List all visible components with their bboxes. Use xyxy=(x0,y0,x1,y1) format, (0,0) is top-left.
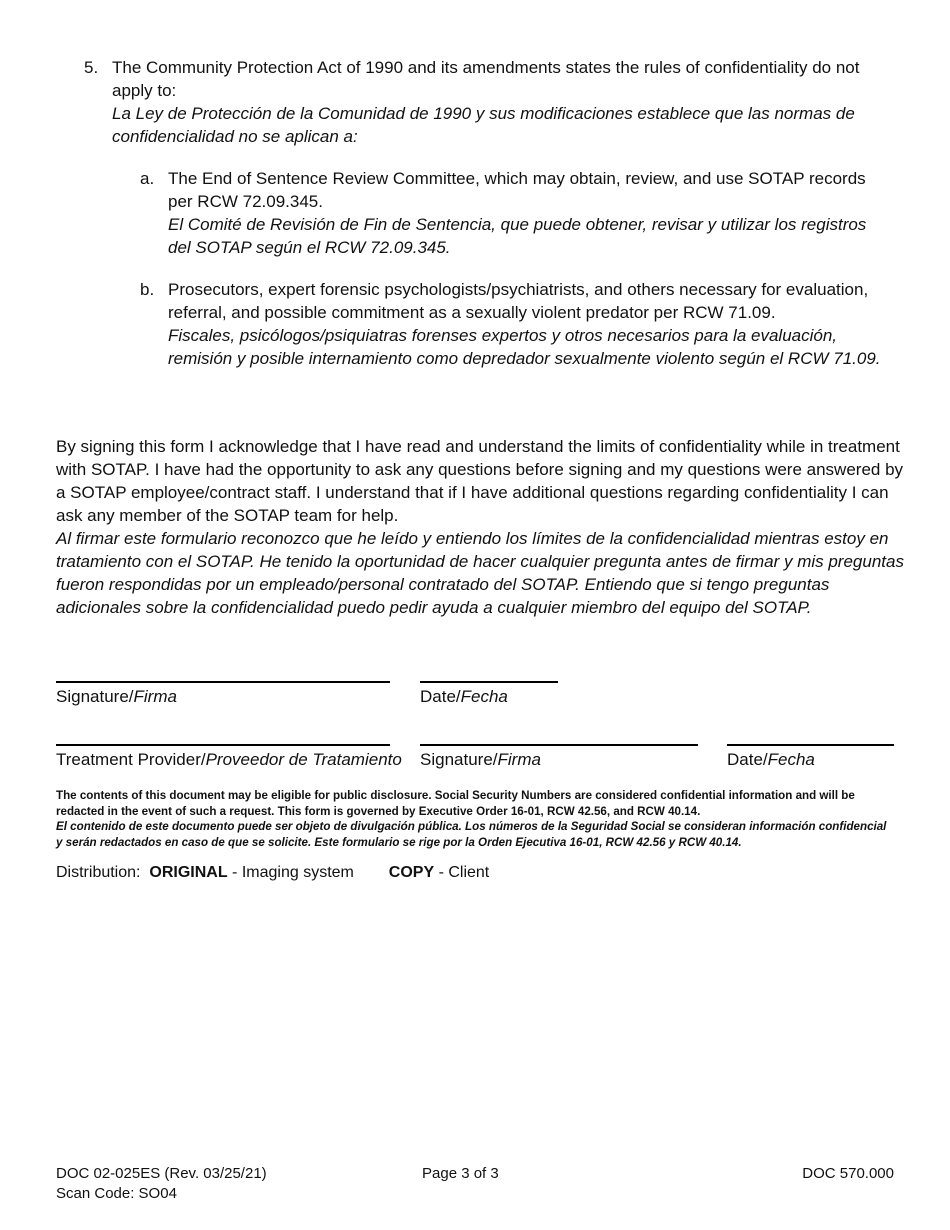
distribution-label: Distribution: xyxy=(56,864,141,881)
provider-signature-line[interactable] xyxy=(420,744,698,746)
provider-signature-label: Signature/Firma xyxy=(420,750,541,769)
acknowledgement-english: By signing this form I acknowledge that I have read and understand the limits of confidentiality while in treatment with SOTAP. I have had the opportunity to ask any questions before signing and my questions were answered by a SOTAP employee/contract staff. I understand that if I have additional questions regarding confidentiality I can ask any member of the SOTAP team for help. xyxy=(56,437,904,525)
acknowledgement-spanish: Al firmar este formulario reconozco que he leído y entiendo los límites de la confidencialidad mientras estoy en tratamiento con el SOTAP. He tenido la oportunidad de hacer cualquier pregunta antes de firmar y mis preguntas fueron respondidas por un empleado/personal contratado del SOTAP. Entiendo que si tengo preguntas adicionales sobre la confidencialidad puedo pedir ayuda a cualquier miembro del equipo del SOTAP. xyxy=(56,529,904,617)
footer-form-id: DOC 02-025ES (Rev. 03/25/21) xyxy=(56,1165,267,1182)
client-signature-line[interactable] xyxy=(56,681,390,683)
item-5a-text xyxy=(168,167,888,259)
item-5b-text xyxy=(168,278,888,370)
distribution-copy-dest: - Client xyxy=(438,864,490,881)
disclosure-notice-spanish: El contenido de este documento puede ser objeto de divulgación pública. Los números de la Seguridad Social se consideran información confidencial y serán redactados en caso de que se solicite. Este formulario se rige por la Orden Ejecutiva 16-01, RCW 42.56 y RCW 40.14. xyxy=(56,820,887,849)
item-5a-english: The End of Sentence Review Committee, which may obtain, review, and use SOTAP records per RCW 72.09.345. xyxy=(168,169,866,211)
item-5b-english: Prosecutors, expert forensic psychologists/psychiatrists, and others necessary for evaluation, referral, and possible commitment as a sexually violent predator per RCW 71.09. xyxy=(168,280,869,322)
provider-date-line[interactable] xyxy=(727,744,894,746)
item-5-english: The Community Protection Act of 1990 and its amendments states the rules of confidentiality do not apply to: xyxy=(112,58,860,100)
item-5-spanish: La Ley de Protección de la Comunidad de 1990 y sus modificaciones establece que las normas de confidencialidad no se aplican a: xyxy=(112,104,855,146)
client-date-label: Date/Fecha xyxy=(420,687,508,706)
item-5-text xyxy=(112,56,902,148)
item-5-number: 5. xyxy=(84,58,99,77)
footer-scan-code: Scan Code: SO04 xyxy=(56,1185,177,1202)
disclosure-notice xyxy=(56,788,896,850)
item-5b-letter: b. xyxy=(140,280,155,299)
disclosure-notice-english: The contents of this document may be eligible for public disclosure. Social Security Numbers are considered confidential information and will be redacted in the event of such a request. This form is governed by Executive Order 16-01, RCW 42.56, and RCW 40.14. xyxy=(56,789,855,818)
footer-page-number: Page 3 of 3 xyxy=(422,1165,499,1182)
distribution-original: ORIGINAL xyxy=(149,864,228,881)
footer-policy-number: DOC 570.000 xyxy=(802,1165,894,1182)
treatment-provider-label: Treatment Provider/Proveedor de Tratamiento xyxy=(56,750,402,769)
client-date-line[interactable] xyxy=(420,681,558,683)
distribution-original-dest: - Imaging system xyxy=(232,864,354,881)
client-signature-label: Signature/Firma xyxy=(56,687,177,706)
treatment-provider-line[interactable] xyxy=(56,744,390,746)
item-5b-spanish: Fiscales, psicólogos/psiquiatras forenses expertos y otros necesarios para la evaluación, remisión y posible internamiento como depredador sexualmente violento según el RCW 71.09. xyxy=(168,326,881,368)
provider-date-label: Date/Fecha xyxy=(727,750,815,769)
distribution-copy: COPY xyxy=(388,864,435,881)
distribution-line xyxy=(56,861,489,884)
acknowledgement-paragraph xyxy=(56,435,906,619)
footer-form-info xyxy=(56,1164,267,1204)
item-5a-spanish: El Comité de Revisión de Fin de Sentencia, que puede obtener, revisar y utilizar los registros del SOTAP según el RCW 72.09.345. xyxy=(168,215,867,257)
item-5a-letter: a. xyxy=(140,169,155,188)
